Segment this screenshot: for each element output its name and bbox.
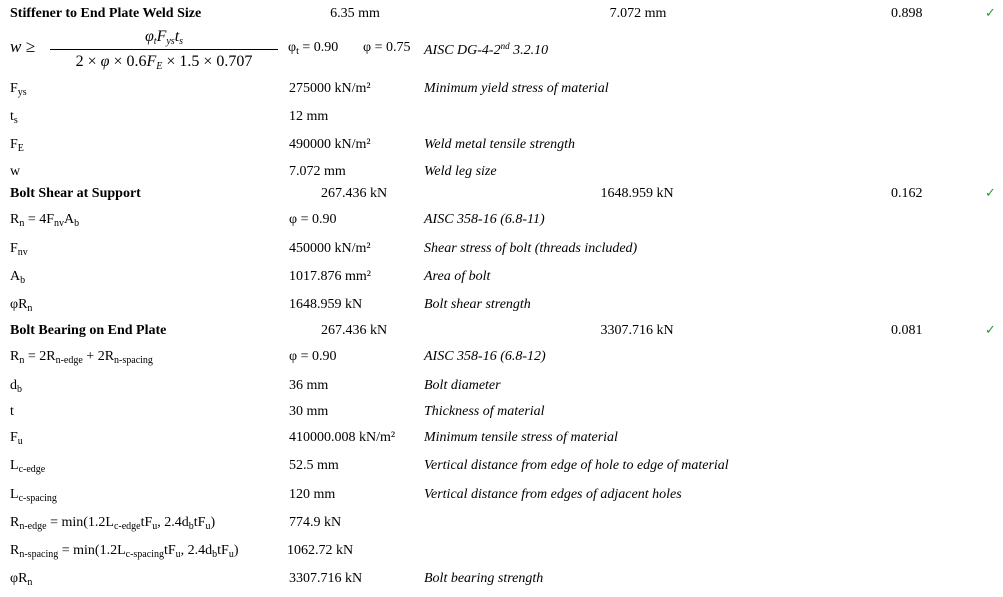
symbol: $A_b$ (10, 269, 26, 286)
symbol: $t_s$ (10, 109, 18, 126)
rn-spacing-formula: $R_{n-spacing} = \min(1.2L_{c-spacing}tF_u$, $2.4d_btF_u$) (10, 543, 239, 560)
bearing-row-rn-spacing (0, 543, 1003, 567)
shear-title: Bolt Shear at Support (10, 186, 141, 201)
value: 120 mm (289, 487, 336, 502)
symbol: $F_{nv}$ (10, 241, 28, 258)
value: 12 mm (289, 109, 329, 124)
bearing-title: Bolt Bearing on End Plate (10, 323, 167, 338)
value: 1648.959 kN (289, 297, 363, 312)
bearing-reference: AISC 358-16 (6.8-12) (424, 349, 546, 364)
shear-formula-row (0, 212, 1003, 236)
weld-row-fys (0, 81, 1003, 105)
bearing-row-t (0, 404, 1003, 428)
shear-row-ab (0, 269, 1003, 293)
symbol: $F_{ys}$ (10, 81, 27, 98)
symbol: $F_E$ (10, 137, 24, 154)
symbol: t (10, 404, 14, 419)
weld-demand: 6.35 mm (330, 6, 380, 21)
value: 36 mm (289, 378, 329, 393)
value: 774.9 kN (289, 515, 342, 530)
weld-reference: AISC DG-4-2nd 3.2.10 (424, 41, 549, 58)
weld-formula-bar (50, 49, 278, 50)
symbol: $L_{c-edge}$ (10, 458, 46, 475)
bearing-row-lc-edge (0, 458, 1003, 482)
description: Vertical distance from edge of hole to edge of material (424, 458, 729, 473)
weld-formula-lhs: w ≥ (10, 37, 35, 56)
bearing-row-fu (0, 430, 1003, 454)
description: Minimum yield stress of material (424, 81, 609, 96)
weld-row-ts (0, 109, 1003, 133)
weld-ratio: 0.898 (891, 6, 923, 21)
rn-edge-formula: $R_{n-edge} = \min(1.2L_{c-edge}tF_u$, $2.4d_btF_u$) (10, 515, 216, 532)
description: Area of bolt (424, 269, 491, 284)
weld-formula-fraction (50, 26, 278, 73)
description: Weld leg size (424, 164, 497, 179)
bearing-demand: 267.436 kN (320, 323, 388, 338)
bearing-row-db (0, 378, 1003, 402)
weld-capacity: 7.072 mm (609, 6, 667, 21)
shear-formula: $R_n = 4F_{nv}A_b$ (10, 212, 80, 229)
value: 1017.876 mm² (289, 269, 371, 284)
shear-header-row (0, 186, 1003, 210)
bearing-formula: $R_n = 2R_{n-edge} + 2R_{n-spacing}$ (10, 349, 153, 366)
weld-check-icon: ✓ (985, 6, 996, 21)
bearing-row-phirn (0, 571, 1003, 595)
weld-phi-t: $\varphi_t = 0.90$ (288, 40, 339, 57)
weld-row-fe (0, 137, 1003, 161)
bearing-phi: φ = 0.90 (289, 349, 337, 364)
symbol: $\varphi R_n$ (10, 571, 33, 588)
description: Bolt bearing strength (424, 571, 544, 586)
symbol: $L_{c-spacing}$ (10, 487, 57, 504)
symbol: $d_b$ (10, 378, 22, 395)
bearing-header-row (0, 323, 1003, 347)
bearing-ratio: 0.081 (891, 323, 923, 338)
symbol: $\varphi R_n$ (10, 297, 33, 314)
shear-row-fnv (0, 241, 1003, 265)
shear-reference: AISC 358-16 (6.8-11) (424, 212, 545, 227)
bearing-row-lc-spacing (0, 487, 1003, 511)
value: 3307.716 kN (289, 571, 363, 586)
weld-formula-numerator: $\varphi_tF_{ys}t_s$ (144, 28, 184, 47)
bearing-row-rn-edge (0, 515, 1003, 539)
shear-ratio: 0.162 (891, 186, 923, 201)
shear-row-phirn (0, 297, 1003, 321)
value: 410000.008 kN/m² (289, 430, 396, 445)
value: 490000 kN/m² (289, 137, 371, 152)
bearing-formula-row (0, 349, 1003, 373)
value: 30 mm (289, 404, 329, 419)
description: Vertical distance from edges of adjacent holes (424, 487, 682, 502)
value: 450000 kN/m² (289, 241, 371, 256)
weld-row-w (0, 164, 1003, 188)
description: Weld metal tensile strength (424, 137, 575, 152)
value: 7.072 mm (289, 164, 346, 179)
bearing-check-icon: ✓ (985, 323, 996, 338)
weld-formula-denominator: $2 \times \varphi \times 0.6F_E \times 1.5 \times 0.707$ (75, 53, 253, 72)
symbol: $F_u$ (10, 430, 23, 447)
shear-capacity: 1648.959 kN (600, 186, 674, 201)
symbol: w (10, 164, 21, 179)
description: Shear stress of bolt (threads included) (424, 241, 638, 256)
weld-phi: φ = 0.75 (363, 40, 411, 55)
description: Minimum tensile stress of material (424, 430, 618, 445)
description: Bolt diameter (424, 378, 501, 393)
value: 52.5 mm (289, 458, 339, 473)
value: 275000 kN/m² (289, 81, 371, 96)
bearing-capacity: 3307.716 kN (600, 323, 674, 338)
value: 1062.72 kN (287, 543, 354, 558)
shear-check-icon: ✓ (985, 186, 996, 201)
description: Bolt shear strength (424, 297, 531, 312)
description: Thickness of material (424, 404, 545, 419)
weld-title: Stiffener to End Plate Weld Size (10, 6, 202, 21)
shear-phi: φ = 0.90 (289, 212, 337, 227)
shear-demand: 267.436 kN (320, 186, 388, 201)
